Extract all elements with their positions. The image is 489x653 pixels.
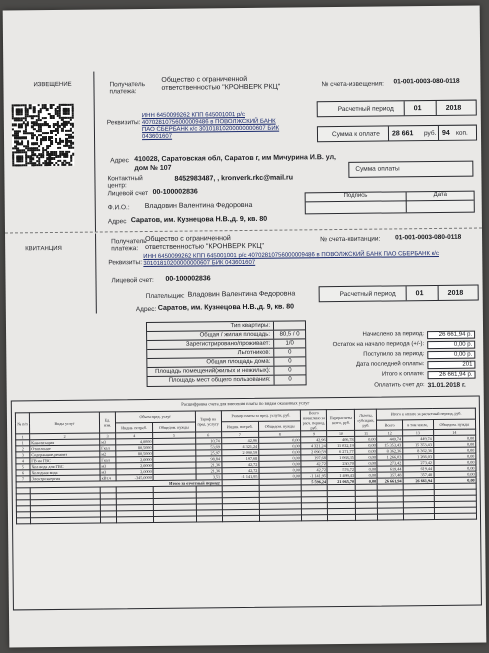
column-number: 10 — [327, 430, 355, 436]
table-row: 1 Канализация м3 4,0000 10,74 42,96 0,00 42,96 406,78 0,00 449,74 449,74 0,00 — [16, 435, 476, 446]
contact-label: Контактный центр: — [107, 175, 143, 190]
payer: Владовин Валентина Федоровна — [187, 290, 296, 299]
table-row: 5 Хол.вода для ГВС м3 2,0000 21,36 42,72 0,00 42,72 230,70 0,00 273,42 273,42 0,00 — [16, 459, 476, 470]
fio: Владовин Валентина Федоровна — [144, 201, 253, 211]
property-row: Льготников: 0 — [147, 348, 305, 359]
payer-label: Плательщик: — [145, 292, 185, 301]
payment-document — [3, 6, 487, 648]
table-row: 6 Холодная вода м3 2,0000 21,36 42,72 0,00 42,72 576,72 0,00 619,44 619,44 0,00 — [16, 465, 476, 476]
recipient-label: Получатель платежа: — [109, 81, 146, 96]
recipient-name: Общество с ограниченной ответственностью "КРОНВЕРК РКЦ" — [161, 75, 281, 92]
sum-payment-box[interactable]: Сумма оплаты — [348, 161, 473, 178]
finance-row: Остаток на начало периода (+/-): 0,00 р. — [284, 341, 475, 351]
column-number: 2 — [30, 433, 100, 440]
column-number: 6 — [195, 432, 221, 438]
table-row: 4 ГВ на ГВС Гкал 2,0000 98,84 197,68 0,00 197,68 1 068,35 0,00 1 266,03 1 266,03 0,00 — [16, 453, 476, 464]
column-number: 11 — [355, 430, 377, 436]
table-row: 2 Отопление Гкал 80,5000 53,69 4 321,24 0,00 4 321,24 11 032,19 0,00 15 353,43 15 353,43 0,00 — [16, 441, 476, 452]
finance-row: Поступило за период: 0,00 р. — [284, 351, 475, 361]
finance-row: Дата последней оплаты: 201 — [284, 361, 475, 371]
qr-code — [12, 104, 75, 167]
receipt-period-box: Расчетный период 01 2018 — [319, 285, 479, 303]
contact: 8452983487, , kronverk.rkc@mail.ru — [174, 174, 293, 183]
property-row: Площадь мест общего пользования: 0 — [148, 375, 306, 386]
notice-period-box: Расчетный период 01 2018 — [317, 100, 477, 118]
cut-line — [5, 228, 482, 234]
requisites: ИНН 6450099262 КПП 645001001 р/с 40702810756000009486 в ПОВОЛЖСКИЙ БАНК ПАО СБЕРБАНК к/с 30101810200000000607 БИК 043601607 — [141, 111, 280, 141]
column-number: 7 — [221, 431, 258, 437]
finance-row: Итого к оплате: 26 661,94 р. — [284, 371, 475, 381]
notice-number: 01-001-0003-080-0118 — [393, 77, 460, 86]
property-row: Площадь помещений(жилых и нежилых): 0 — [147, 366, 305, 377]
receipt-recipient-label: Получатель платежа: — [111, 238, 147, 253]
property-row: Общая / жилая площадь: 80,5 / 0 — [147, 330, 305, 341]
receipt-recipient: Общество с ограниченной ответственностью "КРОНВЕРК РКЦ" — [145, 235, 265, 252]
details-table: № п/п Виды услуг Ед. изм. Объем пред. услуг Тариф на пред. услугу Размер платы за пред. услуги, руб. Всего начислено за расч. период, руб. Перерасчеты всего, руб. Льготы, субсидии, руб. Итого к оплате за расчетный период, руб. Индив. потреб. Общедом. нужды Индив. потреб. Общедом. нужды Всего в том числе, Общедом. нужды 1 2 3 4 5 6 7 8 9 10 11 12 13 14 1 Канализация м3 4,0000 10,74 42,96 0,00 42,96 406,78 0,00 449,74 449,74 0,00 2 Отопление Гкал 80,5000 53,69 4 321,24 0,00 4 321,24 11 032,19 0,00 15 353,43 15 353,43 0,00 3 Содержание,ремонт м2 80,5000 25,97 2 090,59 0,00 2 090,59 6 271,77 0,00 8 362,36 8 362,36 0,00 4 ГВ на ГВС Гкал 2,0000 98,84 197,68 0,00 197,68 1 068,35 0,00 1 266,03 1 266,03 0,00 5 Хол.вода для ГВС м3 2,0000 21,36 42,72 0,00 42,72 230,70 0,00 273,42 273,42 0,00 6 Холодная вода м3 2,0000 21,36 42,72 0,00 42,72 576,72 0,00 619,44 619,44 0,00 7 Электроэнергия кВт.ч -345,0000 3,51 -1 141,95 0,00 -1 141,95 1 499,43 0,00 357,48 357,48 0,00 Итого за отчетный период: 5 596,24 21 065,70 0,00 26 661,94 26 661,94 0,00 — [15, 408, 477, 525]
pay-until-row: Оплатить счет до: 31.01.2018 г. — [374, 381, 466, 390]
payer-address: Саратов, им. Кузнецова Н.В.,д. 9, кв. 80 — [130, 215, 268, 225]
column-number: 12 — [377, 430, 403, 436]
table-row: 7 Электроэнергия кВт.ч -345,0000 3,51 -1 141,95 0,00 -1 141,95 1 499,43 0,00 357,48 357,48 0,00 — [16, 471, 476, 482]
details-title: Расшифровка счета для внесения платы по видам оказанных услуг — [181, 400, 310, 407]
receipt-account-label: Лицевой счет: — [111, 276, 154, 285]
column-number: 4 — [116, 432, 153, 438]
fio-label: Ф.И.О.: — [107, 204, 130, 212]
account: 00-100002836 — [152, 188, 198, 196]
property-row: Общая площадь дома: 0 — [147, 357, 305, 368]
notice-sum-box: Сумма к оплате 28 661 руб. 94 коп. — [317, 125, 477, 143]
column-number: 3 — [100, 433, 116, 439]
receipt-requisites-label: Реквизиты: — [108, 259, 143, 267]
receipt-number: 01-001-0003-080-0118 — [395, 233, 462, 242]
payer-address-label: Адрес — [107, 218, 127, 226]
receipt-address-label: Адрес: — [135, 305, 157, 314]
finance-row: Начислено за период: 26 661,94 р. — [284, 331, 475, 341]
receipt-account: 00-100002836 — [165, 275, 211, 283]
requisites-label: Реквизиты: — [106, 119, 141, 127]
receipt-requisites: ИНН 6450099262 КПП 645001001 р/с 40702810756000009486 в ПОВОЛЖСКИЙ БАНК ПАО СБЕРБАНК к/с 30101810200000000607 БИК 043601607 — [143, 250, 439, 268]
signature-date-box[interactable]: Подпись Дата — [305, 191, 475, 215]
column-number: 1 — [16, 434, 30, 440]
column-number: 8 — [258, 431, 301, 437]
address: 410028, Саратовская обл, Саратов г, им Мичурина И.В. ул, дом № 107 — [134, 154, 336, 173]
receipt-number-label: № счета-квитанции: — [320, 235, 381, 244]
column-number: 9 — [301, 431, 327, 437]
column-number: 13 — [402, 430, 433, 436]
account-label: Лицевой счет — [107, 190, 149, 198]
total-row: Итого за отчетный период: 5 596,24 21 065,70 0,00 26 661,94 26 661,94 0,00 — [16, 477, 476, 488]
notice-side-label: ИЗВЕЩЕНИЕ — [33, 81, 72, 89]
table-row: 3 Содержание,ремонт м2 80,5000 25,97 2 090,59 0,00 2 090,59 6 271,77 0,00 8 362,36 8 362,36 0,00 — [16, 447, 476, 458]
property-row: Тип квартиры: — [147, 321, 305, 332]
property-row: Зарегистрировано/проживает: 1/0 — [147, 339, 305, 350]
address-label: Адрес — [110, 157, 129, 165]
receipt-side-label: КВИТАНЦИЯ — [25, 245, 62, 253]
receipt-address: Саратов, им. Кузнецова Н.В.,д. 9, кв. 80 — [157, 303, 295, 312]
notice-number-label: № счета-извещения: — [321, 80, 384, 89]
column-number: 14 — [433, 429, 475, 435]
property-table — [146, 320, 307, 387]
column-number: 5 — [153, 432, 195, 438]
